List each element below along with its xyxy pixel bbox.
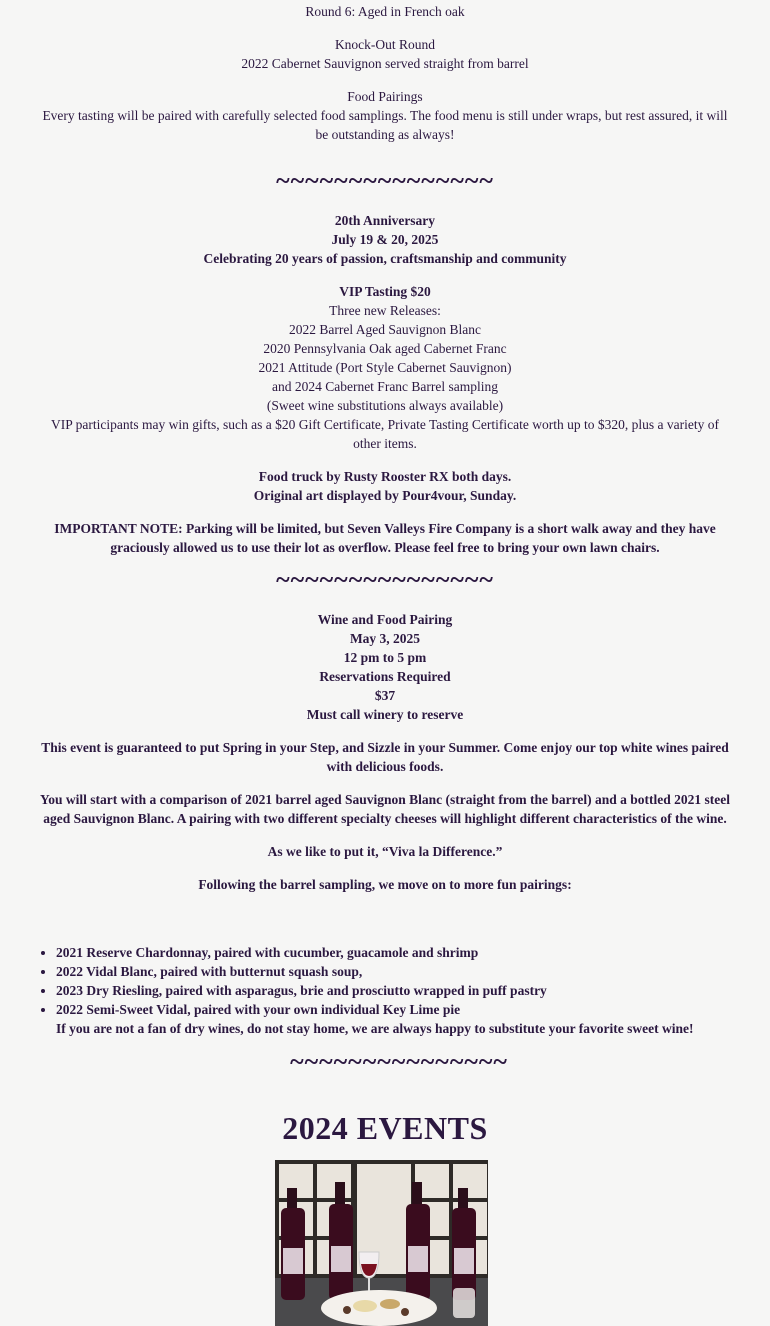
list-item: • 2022 Vidal Blanc, paired with butternut squash soup,	[56, 962, 770, 981]
sweet-wine-note: If you are not a fan of dry wines, do not stay home, we are always happy to substitute your favorite sweet wine!	[56, 1021, 694, 1036]
events-heading: 2024 EVENTS	[282, 1110, 488, 1146]
wave-divider: ~~~~~~~~~~~~~~~	[276, 166, 494, 195]
pairing-title: Wine and Food Pairing	[317, 612, 453, 627]
round6-text: Round 6: Aged in French oak	[305, 4, 465, 19]
pairing-following: Following the barrel sampling, we move on to more fun pairings:	[198, 877, 572, 892]
pairing-paragraph: You will start with a comparison of 2021 barrel aged Sauvignon Blanc (straight from the barrel) and a bottled 2021 steel aged Sauvignon Blanc. A pairing with two different specialty cheeses will highlight different characteristics of the wine.	[40, 792, 730, 826]
pairing-list-section	[0, 943, 770, 1038]
pairing-quote: As we like to put it, “Viva la Difference.”	[267, 844, 503, 859]
wave-divider: ~~~~~~~~~~~~~~~	[290, 1047, 508, 1076]
vip-line: Three new Releases:	[329, 303, 441, 318]
anniversary-tagline: Celebrating 20 years of passion, craftsmanship and community	[203, 251, 567, 266]
vip-line: and 2024 Cabernet Franc Barrel sampling	[271, 379, 499, 394]
pairing-call: Must call winery to reserve	[306, 707, 464, 722]
pairing-list	[0, 943, 770, 1019]
pairing-paragraph: This event is guaranteed to put Spring in your Step, and Sizzle in your Summer. Come enjoy our top white wines paired with delicious foods.	[41, 740, 729, 774]
knockout-title: Knock-Out Round	[334, 37, 436, 52]
anniversary-title: 20th Anniversary	[334, 213, 436, 228]
vip-prize-text: VIP participants may win gifts, such as a $20 Gift Certificate, Private Tasting Certificate worth up to $320, plus a variety of other items.	[51, 417, 719, 451]
important-note: IMPORTANT NOTE: Parking will be limited, but Seven Valleys Fire Company is a short walk away and they have graciously allowed us to use their lot as overflow. Please feel free to bring your own lawn chairs.	[54, 521, 716, 555]
knockout-line: 2022 Cabernet Sauvignon served straight from barrel	[241, 56, 529, 71]
food-pairings-title: Food Pairings	[347, 89, 423, 104]
vip-line: (Sweet wine substitutions always available)	[266, 398, 504, 413]
pairing-date: May 3, 2025	[349, 631, 421, 646]
top-section	[0, 2, 770, 144]
wine-bottles-illustration	[275, 1160, 488, 1326]
list-item: • 2021 Reserve Chardonnay, paired with cucumber, guacamole and shrimp	[56, 943, 770, 962]
list-item: • 2023 Dry Riesling, paired with asparagus, brie and prosciutto wrapped in puff pastry	[56, 981, 770, 1000]
pairing-reservations: Reservations Required	[319, 669, 451, 684]
vip-title: VIP Tasting $20	[339, 284, 431, 299]
original-art-text: Original art displayed by Pour4vour, Sunday.	[253, 488, 517, 503]
food-pairings-text: Every tasting will be paired with carefully selected food samplings. The food menu is still under wraps, but rest assured, it will be outstanding as always!	[42, 108, 728, 142]
list-item: • 2022 Semi-Sweet Vidal, paired with your own individual Key Lime pie	[56, 1000, 770, 1019]
pairing-section	[0, 610, 770, 894]
pairing-time: 12 pm to 5 pm	[343, 650, 427, 665]
anniversary-dates: July 19 & 20, 2025	[331, 232, 439, 247]
vip-line: 2021 Attitude (Port Style Cabernet Sauvignon)	[258, 360, 512, 375]
food-truck-text: Food truck by Rusty Rooster RX both days.	[258, 469, 512, 484]
pairing-price: $37	[374, 688, 396, 703]
vip-line: 2022 Barrel Aged Sauvignon Blanc	[289, 322, 481, 337]
anniversary-section	[0, 211, 770, 557]
wine-bottles-photo	[275, 1160, 488, 1326]
vip-line: 2020 Pennsylvania Oak aged Cabernet Franc	[263, 341, 507, 356]
wave-divider: ~~~~~~~~~~~~~~~	[276, 565, 494, 594]
